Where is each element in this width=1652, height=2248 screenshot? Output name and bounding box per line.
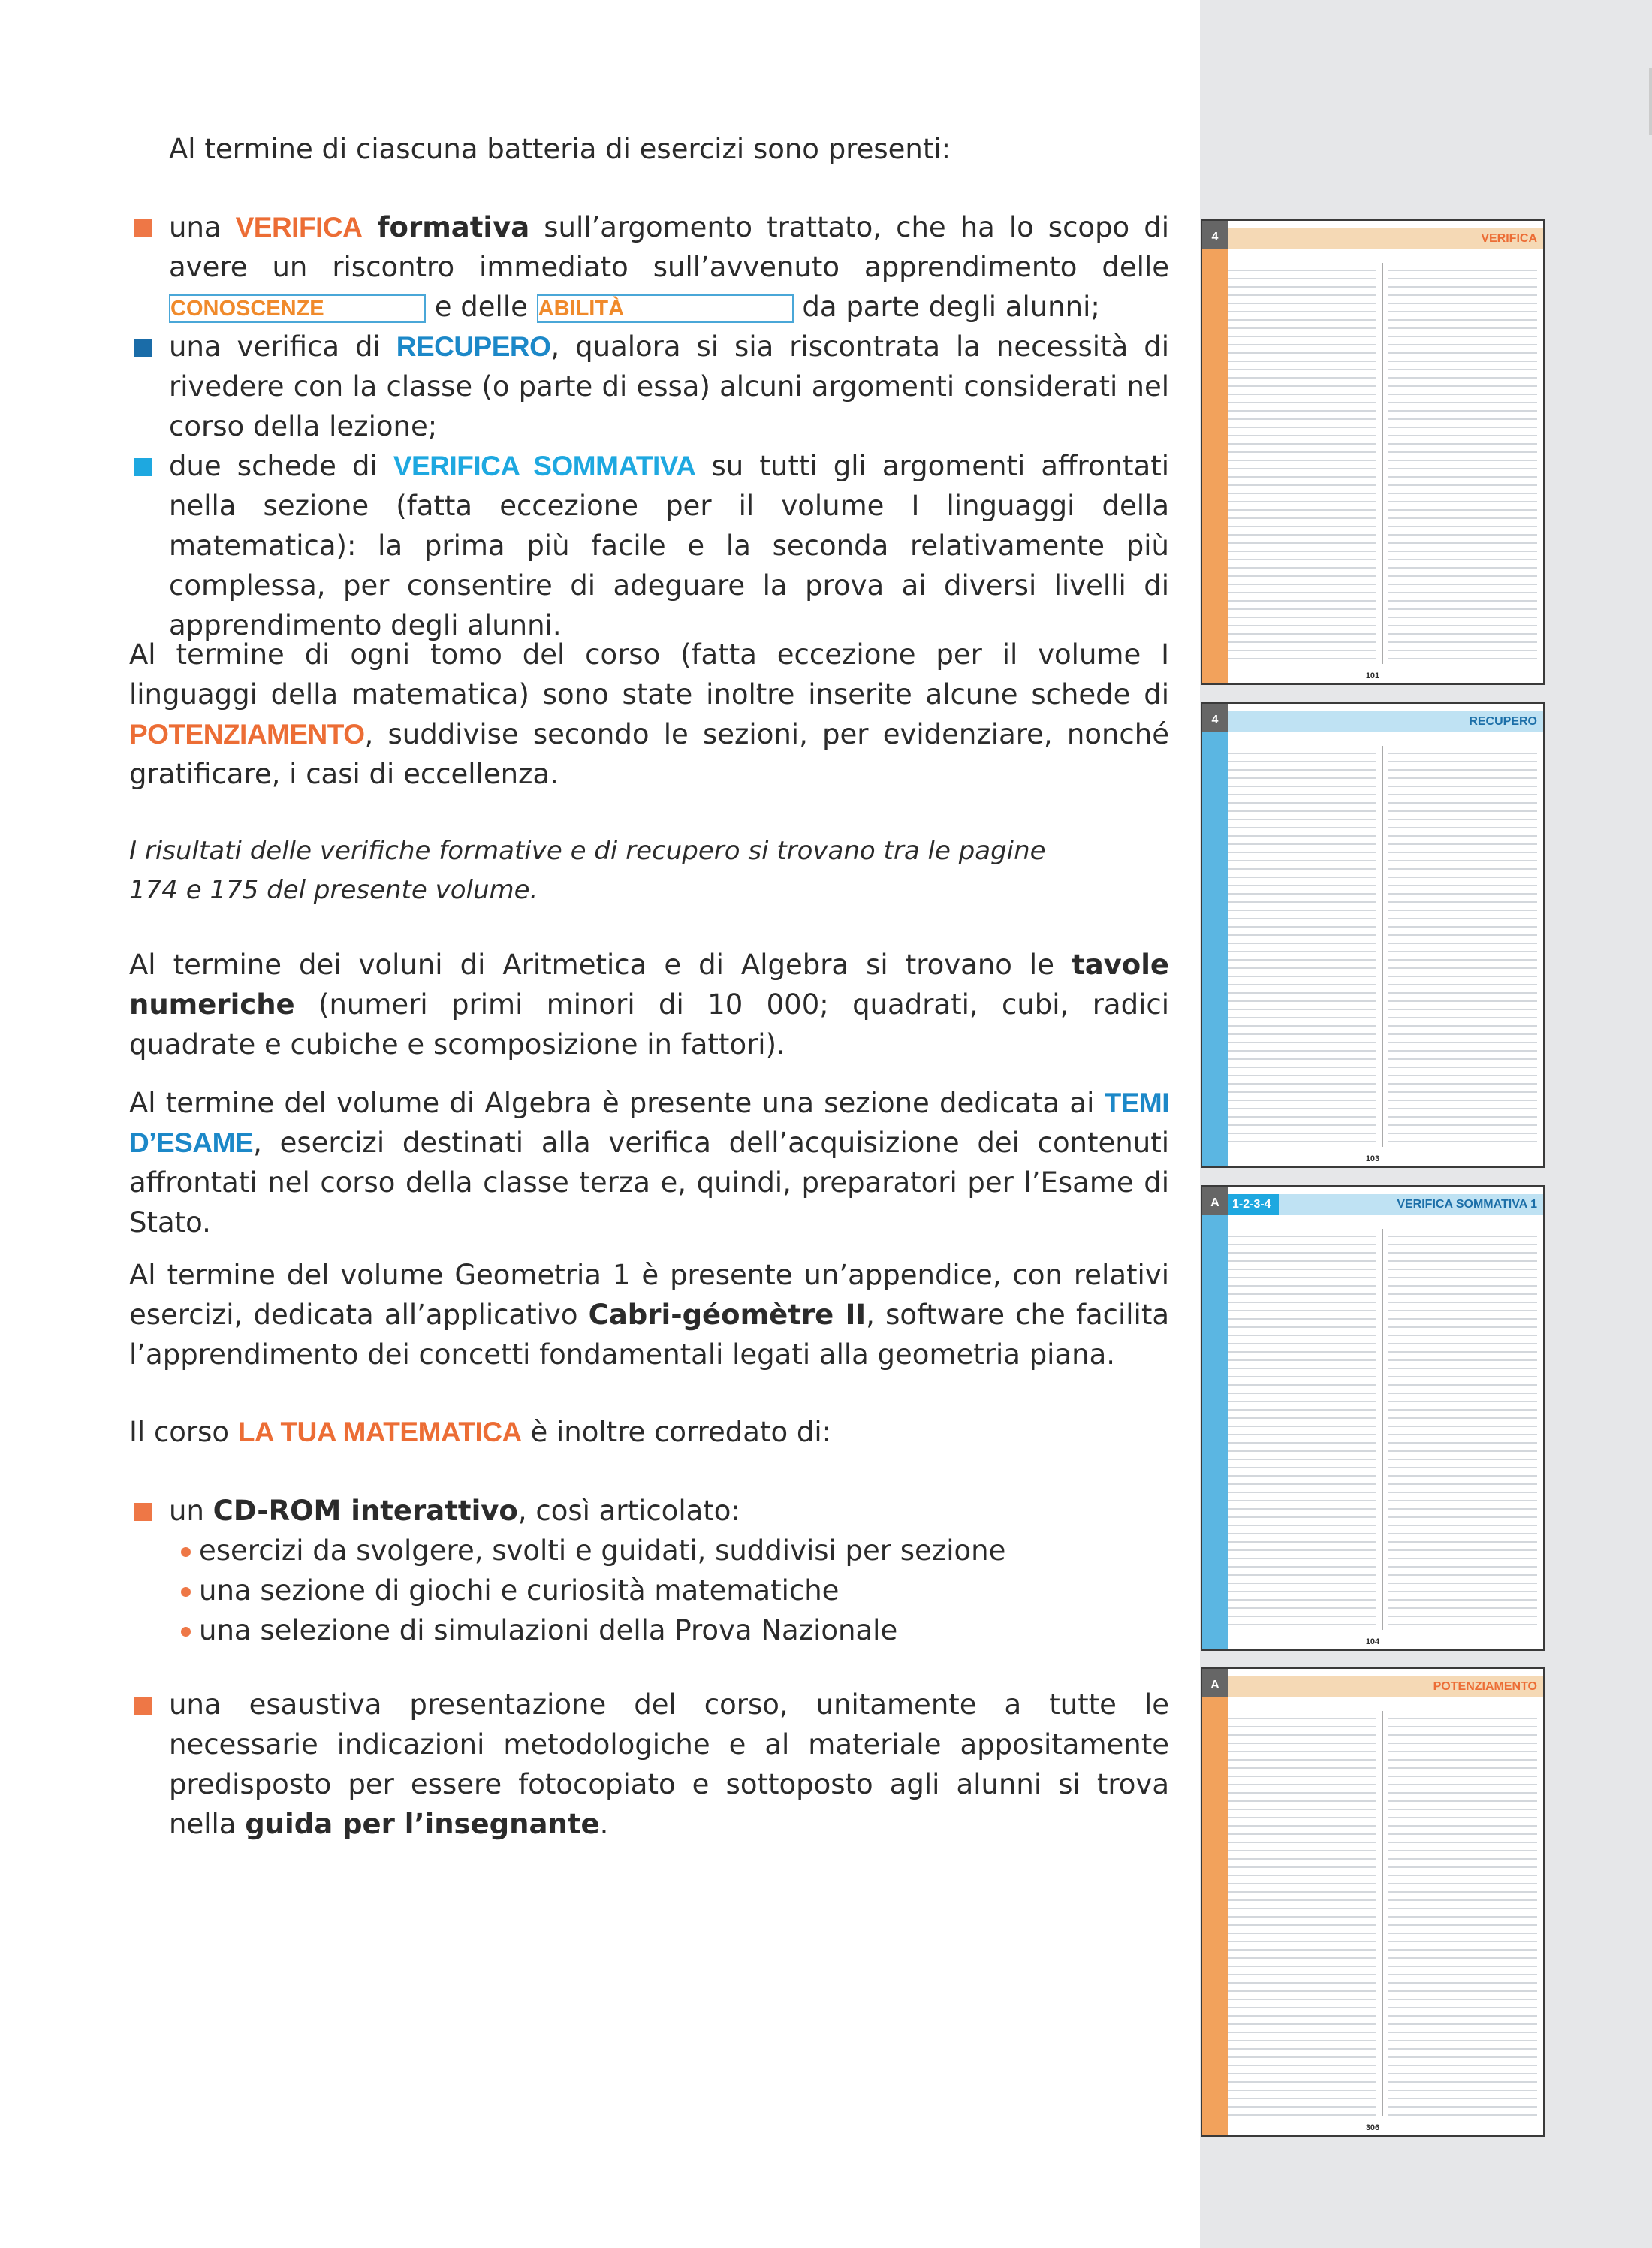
thumbnail-side-strip [1202, 1697, 1228, 2135]
list-item-verifica [169, 207, 1169, 327]
text-span: una esaustiva presentazione del corso, unitamente a tutte le necessarie indicazioni metodologiche e al materiale appositamente predisposto per essere fotocopiato e sottoposto agli alunni si trova nella [169, 1688, 1169, 1840]
text-span: sull’argomento trattato, che ha lo scopo di avere un riscontro immediato sull’avvenuto apprendimento delle [169, 211, 1169, 283]
text-span: Al termine di ogni tomo del corso (fatta eccezione per il volume I linguaggi della matematica) sono state inoltre inserite alcune schede di [129, 638, 1169, 711]
thumbnail-side-strip [1202, 249, 1228, 683]
text-span: Al termine del volume di Algebra è presente una sezione dedicata ai [129, 1087, 1105, 1119]
blue-square-bullet [134, 339, 152, 357]
thumbnail-columns [1228, 263, 1537, 664]
thumbnail-columns [1228, 1711, 1537, 2116]
guida-label: guida per l’insegnante [245, 1808, 600, 1840]
thumbnail-tag: A [1202, 1187, 1228, 1215]
orange-square-bullet [134, 219, 152, 237]
orange-dot-bullet [181, 1627, 191, 1637]
intro-paragraph [169, 129, 1209, 169]
corso-paragraph [129, 1412, 1169, 1452]
list-item-recupero [169, 327, 1169, 446]
thumbnail-side-strip [1202, 732, 1228, 1166]
text-span: una [169, 211, 236, 243]
sublist-item [199, 1610, 1169, 1650]
orange-square-bullet [134, 1697, 152, 1715]
text-span: , così articolato: [517, 1495, 740, 1527]
thumbnail-title [1228, 1194, 1543, 1215]
results-note-line-2: 174 e 175 del presente volume. [129, 875, 538, 905]
sublist-text: una selezione di simulazioni della Prova Nazionale [199, 1614, 898, 1646]
thumbnail-page-number: 306 [1365, 2123, 1380, 2132]
abilita-box: ABILITÀ [537, 294, 794, 323]
text-span: due schede di [169, 450, 393, 482]
results-note [129, 831, 1169, 910]
temi-paragraph [129, 1083, 1169, 1242]
thumbnail-title-text: VERIFICA SOMMATIVA 1 [1397, 1198, 1537, 1211]
verifica-label: VERIFICA [235, 212, 363, 243]
guida-item-wrapper [169, 1685, 1169, 1844]
thumbnail-columns [1228, 746, 1537, 1147]
text-span: una verifica di [169, 330, 396, 363]
course-name: LA TUA MATEMATICA [237, 1417, 522, 1447]
text-span: su tutti gli argomenti affrontati nella sezione (fatta eccezione per il volume I linguaggi della matematica): la prima più facile e la seconda relativamente più complessa, per consentire di adeguare la prova ai diversi livelli di apprendimento degli alunni. [169, 450, 1169, 641]
orange-dot-bullet [181, 1547, 191, 1557]
conoscenze-box: CONOSCENZE [169, 294, 426, 323]
list-item-cdrom [169, 1491, 1169, 1531]
cabri-label: Cabri-géomètre II [588, 1299, 867, 1331]
recupero-label: RECUPERO [396, 331, 551, 362]
text-span: Al termine del volume Geometria 1 è presente un’appendice, con relativi esercizi, dedicata all’applicativo [129, 1259, 1169, 1331]
results-note-line-1: I risultati delle verifiche formative e di recupero si trovano tra le pagine [129, 836, 1046, 866]
sommativa-label: VERIFICA SOMMATIVA [393, 451, 696, 481]
thumbnail-page-number: 104 [1365, 1637, 1380, 1646]
list-item-guida [169, 1685, 1169, 1844]
text-span: , suddivise secondo le sezioni, per evidenziare, nonché gratificare, i casi di eccellenza. [129, 718, 1169, 790]
sublist-text: esercizi da svolgere, svolti e guidati, suddivisi per sezione [199, 1534, 1006, 1567]
potenziamento-paragraph [129, 635, 1169, 794]
orange-dot-bullet [181, 1587, 191, 1597]
sublist-item [199, 1531, 1169, 1571]
thumbnail-tag: A [1202, 1669, 1228, 1697]
sublist-item [199, 1571, 1169, 1610]
thumbnail-title: RECUPERO [1228, 711, 1543, 732]
text-span: . [599, 1808, 609, 1840]
potenziamento-label: POTENZIAMENTO [129, 719, 365, 750]
thumbnail-columns [1228, 1229, 1537, 1630]
cabri-paragraph [129, 1255, 1169, 1374]
sublist-text: una sezione di giochi e curiosità matematiche [199, 1574, 840, 1607]
page-edge-tab [1649, 68, 1652, 135]
thumbnail-verifica [1201, 219, 1545, 685]
orange-square-bullet [134, 1503, 152, 1521]
text-span: Il corso [129, 1416, 238, 1448]
text-span: è inoltre corredato di: [521, 1416, 832, 1448]
thumbnail-page-number: 103 [1365, 1154, 1380, 1163]
text-span: (numeri primi minori di 10 000; quadrati, cubi, radici quadrate e cubiche e scomposizione in fattori). [129, 988, 1169, 1061]
thumbnail-page-number: 101 [1365, 671, 1380, 680]
formativa-label: formativa [362, 211, 530, 243]
text-span: , qualora si sia riscontrata la necessità di rivedere con la classe (o parte di essa) alcuni argomenti considerati nel corso della lezione; [169, 330, 1169, 442]
cdrom-sublist [169, 1531, 1169, 1650]
text-span: un [169, 1495, 213, 1527]
cyan-square-bullet [134, 458, 152, 476]
tavole-paragraph [129, 945, 1169, 1064]
text-span: Al termine dei voluni di Aritmetica e di Algebra si trovano le [129, 949, 1072, 981]
thumbnail-recupero [1201, 702, 1545, 1168]
thumbnail-tag: 4 [1202, 221, 1228, 249]
thumbnail-section: 1-2-3-4 [1228, 1194, 1279, 1215]
thumbnail-tag: 4 [1202, 704, 1228, 732]
thumbnail-title: VERIFICA [1228, 228, 1543, 249]
intro-text: Al termine di ciascuna batteria di esercizi sono presenti: [169, 133, 951, 165]
thumbnail-sommativa [1201, 1185, 1545, 1651]
temi-label: TEMI D’ESAME [129, 1088, 1169, 1158]
materials-list [169, 1491, 1169, 1650]
list-item-sommativa [169, 446, 1169, 645]
tavole-label: tavole numeriche [129, 949, 1169, 1021]
thumbnail-potenziamento [1201, 1667, 1545, 2137]
exercise-types-list [169, 207, 1169, 645]
text-span: e delle [434, 291, 528, 323]
thumbnail-side-strip [1202, 1215, 1228, 1649]
thumbnail-title: POTENZIAMENTO [1228, 1676, 1543, 1697]
text-span: , software che facilita l’apprendimento dei concetti fondamentali legati alla geometria piana. [129, 1299, 1170, 1371]
text-span: , esercizi destinati alla verifica dell’acquisizione dei contenuti affrontati nel corso della classe terza e, quindi, preparatori per l’Esame di Stato. [129, 1127, 1169, 1239]
cdrom-label: CD-ROM interattivo [213, 1495, 518, 1527]
text-span: da parte degli alunni; [793, 291, 1100, 323]
